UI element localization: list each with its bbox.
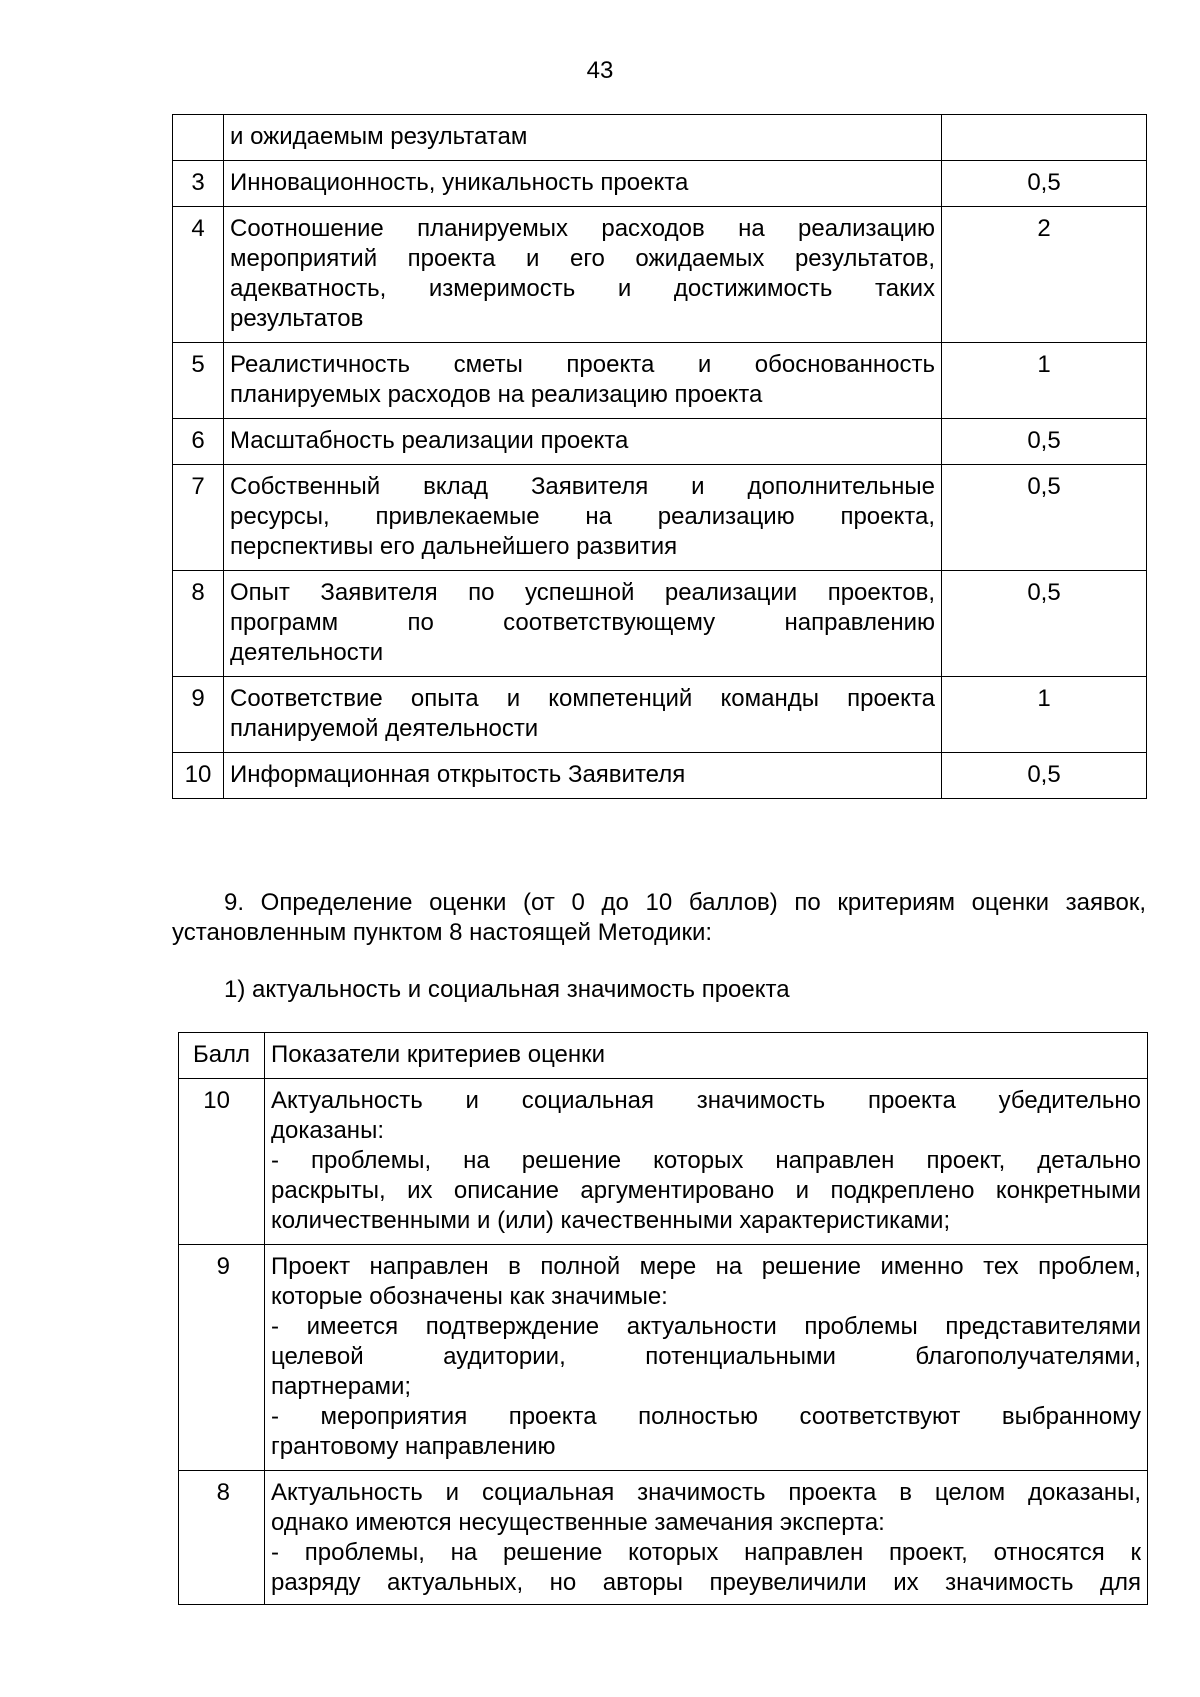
row-number: 4 xyxy=(173,207,224,343)
criterion-text xyxy=(224,465,942,571)
score-value: 8 xyxy=(179,1471,265,1605)
criterion-text xyxy=(224,161,942,207)
text-line: Инновационность, уникальность проекта xyxy=(230,169,689,196)
score-value: 9 xyxy=(179,1245,265,1471)
score-value: 10 xyxy=(179,1079,265,1245)
text-line: деятельности xyxy=(230,639,384,666)
criterion-text xyxy=(224,571,942,677)
criterion-text xyxy=(224,677,942,753)
text-line: разряду актуальных, но авторы преувеличили их значимость для xyxy=(271,1569,1141,1596)
row-number: 10 xyxy=(173,753,224,799)
text-line: однако имеются несущественные замечания эксперта: xyxy=(271,1509,885,1536)
row-number: 6 xyxy=(173,419,224,465)
row-number: 5 xyxy=(173,343,224,419)
row-number: 9 xyxy=(173,677,224,753)
text-line: - мероприятия проекта полностью соответствуют выбранному xyxy=(271,1403,1141,1430)
paragraph-line: установленным пунктом 8 настоящей Методики: xyxy=(172,919,713,946)
table-row xyxy=(179,1471,1148,1605)
row-number: 3 xyxy=(173,161,224,207)
text-line: раскрыты, их описание аргументировано и подкреплено конкретными xyxy=(271,1177,1141,1204)
criterion-text xyxy=(224,419,942,465)
text-line: которые обозначены как значимые: xyxy=(271,1283,668,1310)
text-line: - имеется подтверждение актуальности проблемы представителями xyxy=(271,1313,1141,1340)
text-line: Собственный вклад Заявителя и дополнительные xyxy=(230,473,935,500)
text-line: планируемой деятельности xyxy=(230,715,539,742)
text-line: Соотношение планируемых расходов на реализацию xyxy=(230,215,935,242)
text-line: адекватность, измеримость и достижимость таких xyxy=(230,275,935,302)
text-line: результатов xyxy=(230,305,364,332)
text-line: перспективы его дальнейшего развития xyxy=(230,533,678,560)
page-number: 43 xyxy=(586,57,614,84)
text-line: мероприятий проекта и его ожидаемых результатов, xyxy=(230,245,935,272)
criterion-weight: 0,5 xyxy=(942,419,1147,465)
criteria-scoring-table xyxy=(178,1032,1148,1605)
column-header-criteria: Показатели критериев оценки xyxy=(265,1033,1148,1079)
table-row xyxy=(173,115,1147,161)
text-line: планируемых расходов на реализацию проекта xyxy=(230,381,763,408)
criterion-text xyxy=(224,343,942,419)
score-description xyxy=(265,1245,1148,1471)
table-row xyxy=(173,207,1147,343)
text-line: грантовому направлению xyxy=(271,1433,556,1460)
text-line: - проблемы, на решение которых направлен проект, детально xyxy=(271,1147,1141,1174)
text-line: Проект направлен в полной мере на решение именно тех проблем, xyxy=(271,1253,1141,1280)
text-line: Масштабность реализации проекта xyxy=(230,427,629,454)
text-line: доказаны: xyxy=(271,1117,384,1144)
text-line: целевой аудитории, потенциальными благополучателями, xyxy=(271,1343,1141,1370)
text-line: партнерами; xyxy=(271,1373,412,1400)
text-line: количественными и (или) качественными характеристиками; xyxy=(271,1207,951,1234)
text-line: - проблемы, на решение которых направлен проект, относятся к xyxy=(271,1539,1141,1566)
criterion-weight: 0,5 xyxy=(942,161,1147,207)
text-line: ресурсы, привлекаемые на реализацию проекта, xyxy=(230,503,935,530)
table-row xyxy=(179,1245,1148,1471)
text-line: Опыт Заявителя по успешной реализации проектов, xyxy=(230,579,935,606)
table-row xyxy=(179,1079,1148,1245)
section-9-paragraph xyxy=(172,888,1146,948)
subitem-heading: 1) актуальность и социальная значимость проекта xyxy=(224,976,790,1003)
score-description xyxy=(265,1471,1148,1605)
criterion-weight: 2 xyxy=(942,207,1147,343)
criterion-text xyxy=(224,207,942,343)
criterion-weight: 0,5 xyxy=(942,571,1147,677)
table-row xyxy=(173,465,1147,571)
score-description xyxy=(265,1079,1148,1245)
table-row xyxy=(173,571,1147,677)
criterion-weight: 1 xyxy=(942,343,1147,419)
text-line: Актуальность и социальная значимость проекта убедительно xyxy=(271,1087,1141,1114)
column-header-ball: Балл xyxy=(179,1033,265,1079)
text-line: Информационная открытость Заявителя xyxy=(230,761,686,788)
text-line: Актуальность и социальная значимость проекта в целом доказаны, xyxy=(271,1479,1141,1506)
criterion-weight xyxy=(942,115,1147,161)
criterion-weight: 1 xyxy=(942,677,1147,753)
row-number: 7 xyxy=(173,465,224,571)
text-line: Соответствие опыта и компетенций команды проекта xyxy=(230,685,935,712)
criterion-text xyxy=(224,753,942,799)
criterion-weight: 0,5 xyxy=(942,753,1147,799)
criterion-text xyxy=(224,115,942,161)
criterion-weight: 0,5 xyxy=(942,465,1147,571)
table-header-row xyxy=(179,1033,1148,1079)
text-line: программ по соответствующему направлению xyxy=(230,609,935,636)
row-number: 8 xyxy=(173,571,224,677)
table-row xyxy=(173,677,1147,753)
row-number xyxy=(173,115,224,161)
table-row xyxy=(173,343,1147,419)
table-row xyxy=(173,753,1147,799)
text-line: Реалистичность сметы проекта и обоснованность xyxy=(230,351,935,378)
paragraph-line: 9. Определение оценки (от 0 до 10 баллов) по критериям оценки заявок, xyxy=(224,889,1146,916)
criteria-weights-table xyxy=(172,114,1147,799)
table-row xyxy=(173,161,1147,207)
text-line: и ожидаемым результатам xyxy=(230,123,528,150)
table-row xyxy=(173,419,1147,465)
